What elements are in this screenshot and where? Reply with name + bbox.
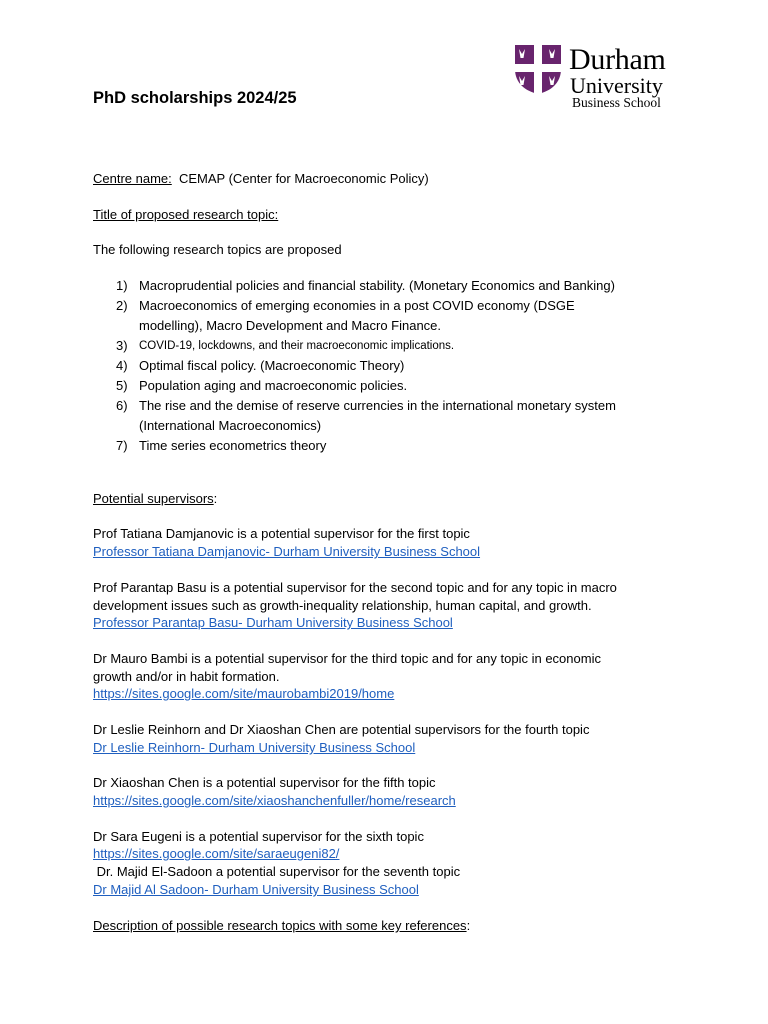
research-topic-title-label: Title of proposed research topic:	[93, 207, 279, 222]
topics-intro: The following research topics are proposed	[93, 242, 342, 257]
supervisor-link[interactable]: Professor Tatiana Damjanovic- Durham University Business School	[93, 544, 481, 559]
logo-wordmark-university: University	[570, 73, 663, 98]
supervisor-text: development issues such as growth-inequality relationship, human capital, and growth.	[93, 598, 592, 613]
list-item-text: Population aging and macroeconomic policies.	[139, 378, 408, 393]
list-item	[93, 276, 693, 296]
supervisor-text: Dr. Majid El-Sadoon a potential supervisor for the seventh topic	[93, 864, 461, 879]
list-item	[93, 296, 693, 336]
supervisor-text: Dr Xiaoshan Chen is a potential supervisor for the fifth topic	[93, 775, 436, 790]
list-item-number: 7)	[116, 438, 128, 453]
supervisor-text: Dr Leslie Reinhorn and Dr Xiaoshan Chen are potential supervisors for the fourth topic	[93, 722, 590, 737]
list-item-text: Optimal fiscal policy. (Macroeconomic Theory)	[139, 358, 405, 373]
supervisor-link[interactable]: Professor Parantap Basu- Durham University Business School	[93, 615, 453, 630]
list-item-number: 4)	[116, 358, 128, 373]
supervisors-label: Potential supervisors	[93, 491, 214, 506]
supervisor-text: Prof Tatiana Damjanovic is a potential supervisor for the first topic	[93, 526, 470, 541]
list-item-text: modelling), Macro Development and Macro Finance.	[139, 318, 442, 333]
list-item-number: 2)	[116, 298, 128, 313]
centre-name-value: CEMAP (Center for Macroeconomic Policy)	[179, 171, 429, 186]
list-item-number: 6)	[116, 398, 128, 413]
centre-name-label: Centre name:	[93, 171, 172, 186]
supervisor-link[interactable]: https://sites.google.com/site/maurobambi2019/home	[93, 686, 395, 701]
centre-name-line	[93, 170, 429, 188]
supervisor-link[interactable]: https://sites.google.com/site/xiaoshanchenfuller/home/research	[93, 793, 456, 808]
list-item	[93, 396, 693, 436]
supervisor-text: growth and/or in habit formation.	[93, 669, 280, 684]
list-item	[93, 336, 693, 356]
list-item-number: 1)	[116, 278, 128, 293]
list-item-number: 3)	[116, 338, 128, 353]
list-item-text: Time series econometrics theory	[139, 438, 327, 453]
supervisor-link[interactable]: Dr Leslie Reinhorn- Durham University Business School	[93, 740, 416, 755]
durham-university-logo	[513, 43, 703, 113]
supervisor-text: Dr Mauro Bambi is a potential supervisor for the third topic and for any topic in economic	[93, 651, 601, 666]
supervisor-link[interactable]: Dr Majid Al Sadoon- Durham University Business School	[93, 882, 419, 897]
list-item-text: COVID-19, lockdowns, and their macroeconomic implications.	[139, 340, 455, 352]
durham-shield-icon	[513, 43, 563, 95]
supervisors-heading	[93, 490, 217, 508]
list-item-text: Macroprudential policies and financial stability. (Monetary Economics and Banking)	[139, 278, 615, 293]
list-item	[93, 376, 693, 396]
list-item-number: 5)	[116, 378, 128, 393]
supervisor-text: Dr Sara Eugeni is a potential supervisor for the sixth topic	[93, 829, 424, 844]
list-item	[93, 356, 693, 376]
list-item-text: (International Macroeconomics)	[139, 418, 322, 433]
list-item-text: Macroeconomics of emerging economies in a post COVID economy (DSGE	[139, 298, 575, 313]
description-colon: :	[466, 918, 471, 933]
list-item	[93, 436, 693, 456]
page-title: PhD scholarships 2024/25	[93, 89, 297, 107]
list-item-text: The rise and the demise of reserve currencies in the international monetary system	[139, 398, 616, 413]
logo-wordmark-durham: Durham	[569, 43, 666, 76]
supervisor-link[interactable]: https://sites.google.com/site/saraeugeni82/	[93, 846, 340, 861]
supervisor-text: Prof Parantap Basu is a potential supervisor for the second topic and for any topic in macro	[93, 580, 617, 595]
description-label: Description of possible research topics with some key references	[93, 918, 467, 933]
supervisors-colon: :	[213, 491, 218, 506]
description-heading	[93, 917, 470, 935]
topics-list	[93, 276, 693, 456]
logo-wordmark-business-school: Business School	[572, 95, 661, 110]
